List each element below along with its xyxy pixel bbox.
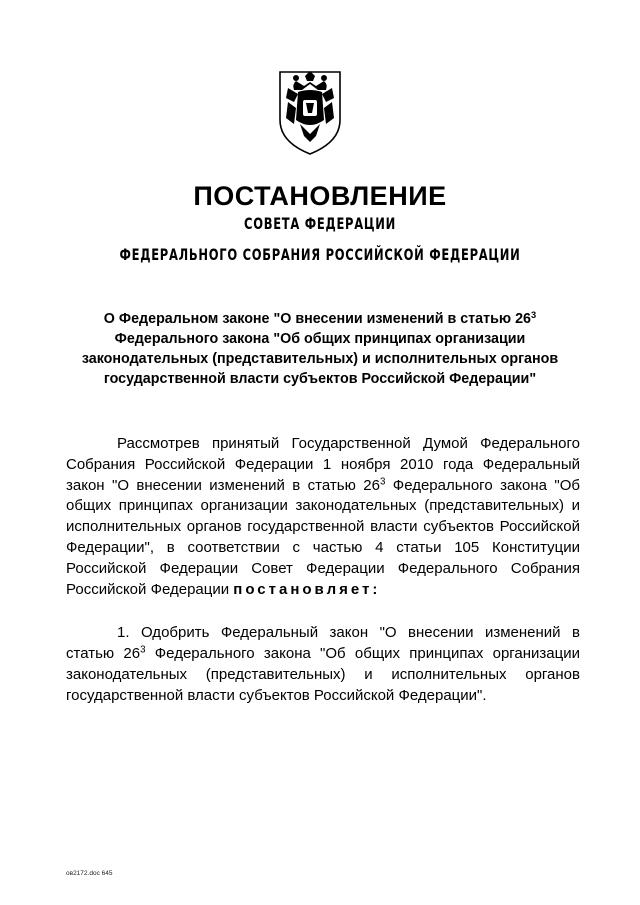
double-headed-eagle-icon <box>276 68 344 156</box>
document-title: ПОСТАНОВЛЕНИЕ <box>193 181 447 211</box>
preamble-text-part2: Федерального закона "Об общих принципах организации законодательных (представительных) и исполнительных органов государственной власти субъектов Российской Федерации", в соответствии с частью 4 статьи 105 Конституции Российской Федерации Совет Федерации Федерального Собрания Российской Федерации <box>66 476 580 598</box>
document-reference-footer: ов2172.doc 645 <box>66 870 113 877</box>
paragraph-item-1 <box>66 623 580 706</box>
preamble-superscript: 3 <box>379 476 386 488</box>
subject-line2: Федерального закона "Об общих принципах организации законодательных (представительных) и исполнительных органов государственной власти субъектов Российской Федерации" <box>81 331 559 387</box>
document-subject <box>66 309 574 389</box>
decree-word: постановляет: <box>233 580 381 598</box>
document-body <box>66 434 580 707</box>
item1-superscript: 3 <box>140 644 146 656</box>
item1-text-part1: 1. Одобрить Федеральный закон "О внесении изменений в статью 26 <box>66 624 580 663</box>
issuing-body-line1: СОВЕТА ФЕДЕРАЦИИ <box>244 214 396 233</box>
coat-of-arms-emblem <box>276 68 344 156</box>
subject-line1: О Федеральном законе "О внесении изменений в статью 26 <box>103 311 532 327</box>
item1-text-part2: Федерального закона "Об общих принципах организации законодательных (представительных) и исполнительных органов государственной власти субъектов Российской Федерации". <box>66 645 580 704</box>
subject-superscript: 3 <box>531 309 537 320</box>
paragraph-preamble <box>66 434 580 600</box>
issuing-body-line2: ФЕДЕРАЛЬНОГО СОБРАНИЯ РОССИЙСКОЙ ФЕДЕРАЦИИ <box>119 245 521 264</box>
preamble-text-part1: Рассмотрев принятый Государственной Думой Федерального Собрания Российской Федерации 1 ноября 2010 года Федеральный закон "О внесении изменений в статью 26 <box>66 435 580 494</box>
